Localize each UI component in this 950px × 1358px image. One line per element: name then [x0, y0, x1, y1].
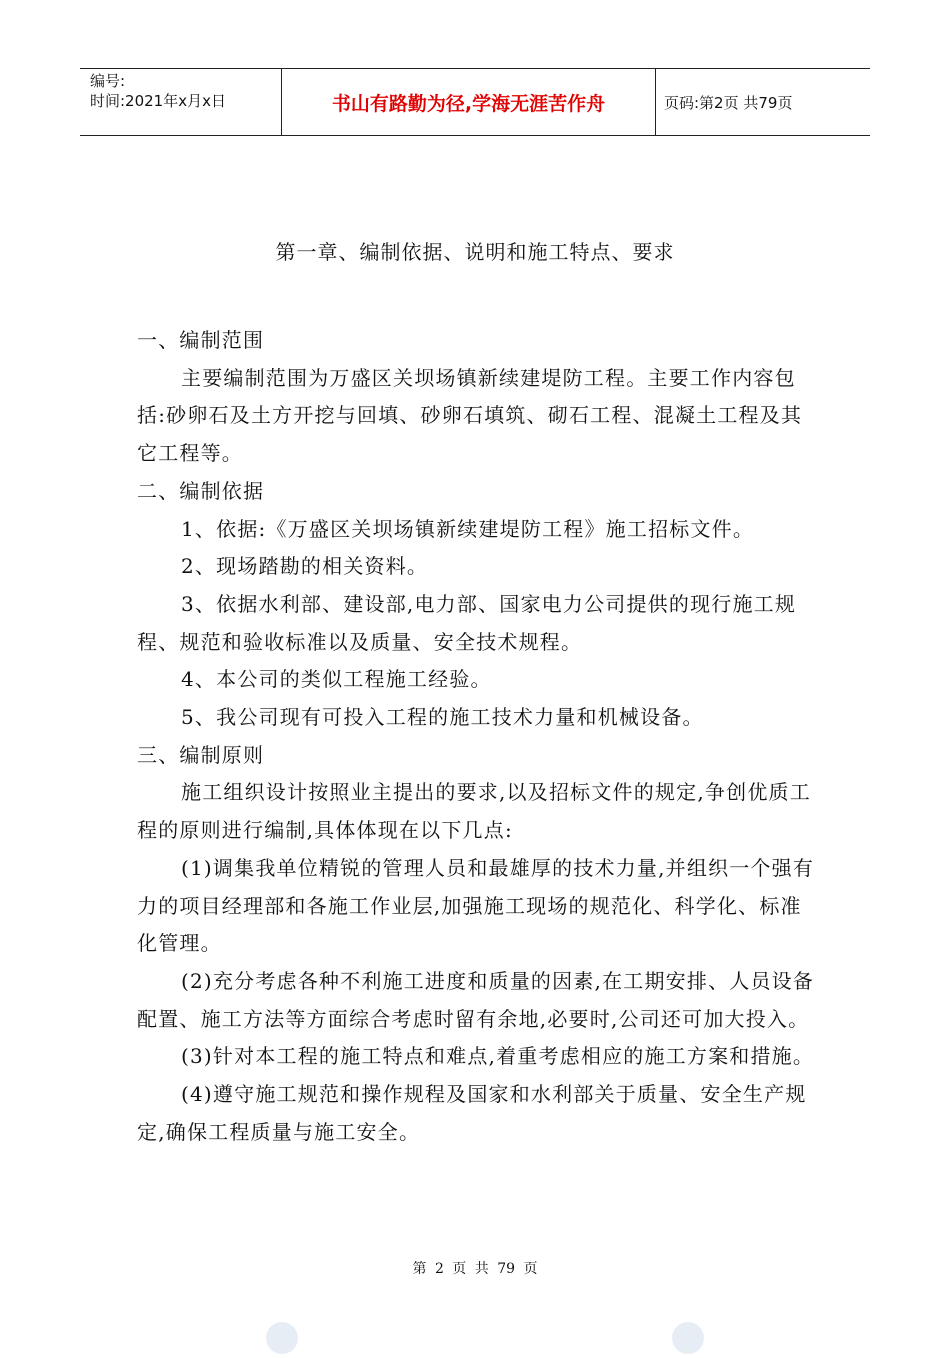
body-paragraph: (2)充分考虑各种不利施工进度和质量的因素,在工期安排、人员设备配置、施工方法等方面综合考虑时留有余地,必要时,公司还可加大投入。 [137, 968, 815, 1031]
body-paragraph: 施工组织设计按照业主提出的要求,以及招标文件的规定,争创优质工程的原则进行编制,具体体现在以下几点: [137, 780, 811, 843]
body-paragraph: 1、依据:《万盛区关坝场镇新续建堤防工程》施工招标文件。 [181, 516, 755, 541]
motto: 书山有路勤为径,学海无涯苦作舟 [282, 69, 656, 135]
date-label: 时间:2021年x月x日 [90, 92, 226, 110]
page-footer: 第 2 页 共 79 页 [412, 1261, 538, 1277]
number-label: 编号: [90, 72, 126, 90]
section-heading: 二、编制依据 [137, 478, 265, 503]
section-heading: 三、编制原则 [137, 742, 265, 767]
body-paragraph: 4、本公司的类似工程施工经验。 [181, 667, 492, 692]
body-paragraph: 2、现场踏勘的相关资料。 [181, 554, 429, 579]
body-paragraph: (4)遵守施工规范和操作规程及国家和水利部关于质量、安全生产规定,确保工程质量与施工安全。 [137, 1082, 807, 1144]
body-paragraph: (3)针对本工程的施工特点和难点,着重考虑相应的施工方案和措施。 [181, 1044, 815, 1069]
body-paragraph: (1)调集我单位精锐的管理人员和最雄厚的技术力量,并组织一个强有力的项目经理部和各施工作业层,加强施工现场的规范化、科学化、标准化管理。 [137, 855, 815, 956]
chapter-title: 第一章、编制依据、说明和施工特点、要求 [275, 240, 675, 264]
body-paragraph: 5、我公司现有可投入工程的施工技术力量和机械设备。 [181, 705, 704, 730]
header-page-info: 页码:第2页 共79页 [664, 93, 793, 112]
header-table [80, 68, 870, 136]
watermark-icon [668, 1318, 708, 1358]
section-heading: 一、编制范围 [137, 328, 265, 352]
body-paragraph: 主要编制范围为万盛区关坝场镇新续建堤防工程。主要工作内容包括:砂卵石及土方开挖与回填、砂卵石填筑、砌石工程、混凝土工程及其它工程等。 [137, 365, 803, 466]
body-paragraph: 3、依据水利部、建设部,电力部、国家电力公司提供的现行施工规程、规范和验收标准以及质量、安全技术规程。 [137, 591, 797, 654]
header-meta [80, 69, 282, 135]
document-body [137, 322, 817, 1151]
watermark-icon [262, 1318, 302, 1358]
